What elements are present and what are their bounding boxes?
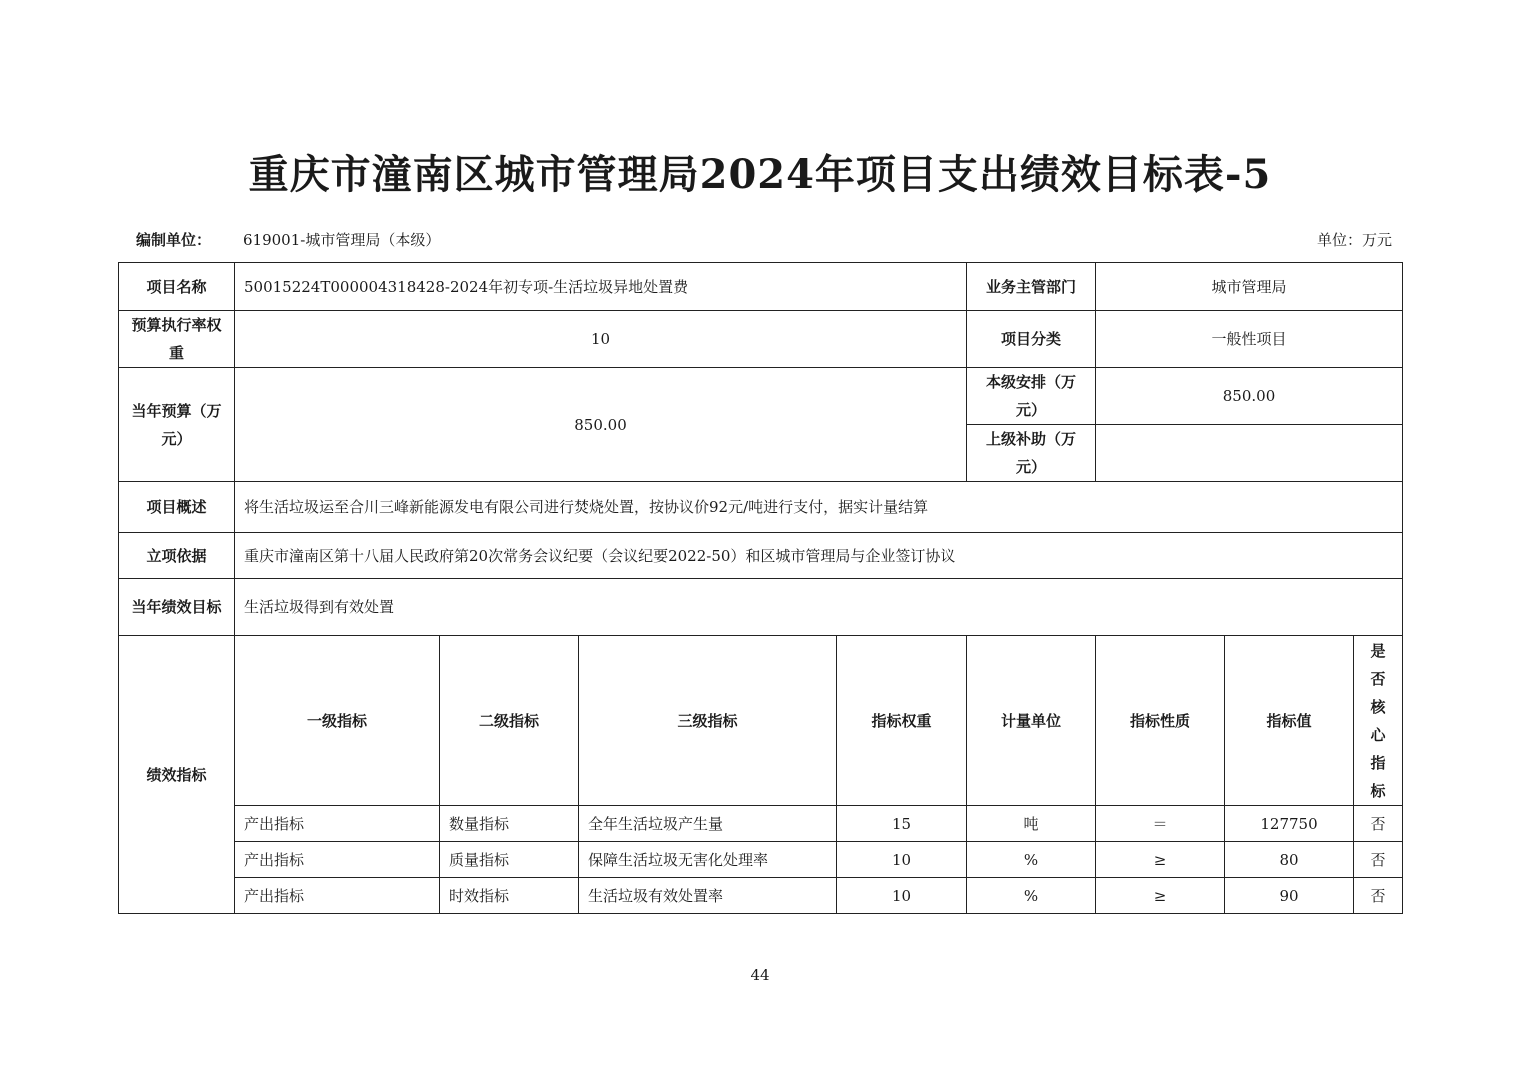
header-core-cell	[1354, 636, 1403, 806]
org-value: 619001-城市管理局（本级）	[243, 231, 441, 249]
row3-unit: %	[967, 878, 1096, 914]
row1-level2: 数量指标	[440, 806, 579, 842]
row3-core: 否	[1354, 878, 1403, 914]
row2-weight: 10	[837, 842, 967, 878]
category-value: 一般性项目	[1096, 311, 1403, 368]
basis-label: 立项依据	[119, 533, 235, 579]
indicators-label: 绩效指标	[119, 636, 235, 914]
weight-label: 预算执行率权重	[119, 311, 235, 368]
overview-label: 项目概述	[119, 482, 235, 533]
weight-value: 10	[235, 311, 967, 368]
row1-core: 否	[1354, 806, 1403, 842]
basis-value: 重庆市潼南区第十八届人民政府第20次常务会议纪要（会议纪要2022-50）和区城市管理局与企业签订协议	[235, 533, 1403, 579]
header-unit: 计量单位	[967, 636, 1096, 806]
row3-nature: ≥	[1096, 878, 1225, 914]
org-label: 编制单位：	[136, 231, 212, 249]
row1-level3: 全年生活垃圾产生量	[579, 806, 837, 842]
row-basis	[119, 533, 1403, 579]
row-project-name	[119, 263, 1403, 311]
table-row	[119, 878, 1403, 914]
row1-unit: 吨	[967, 806, 1096, 842]
row3-weight: 10	[837, 878, 967, 914]
category-label: 项目分类	[967, 311, 1096, 368]
header-level3: 三级指标	[579, 636, 837, 806]
row3-level1: 产出指标	[235, 878, 440, 914]
dept-label: 业务主管部门	[967, 263, 1096, 311]
row3-level3: 生活垃圾有效处置率	[579, 878, 837, 914]
local-label: 本级安排（万元）	[967, 368, 1096, 425]
row-overview	[119, 482, 1403, 533]
row2-unit: %	[967, 842, 1096, 878]
overview-value: 将生活垃圾运至合川三峰新能源发电有限公司进行焚烧处置，按协议价92元/吨进行支付，据实计量结算	[235, 482, 1403, 533]
header-value: 指标值	[1225, 636, 1354, 806]
table-row	[119, 806, 1403, 842]
row2-level3: 保障生活垃圾无害化处理率	[579, 842, 837, 878]
row2-nature: ≥	[1096, 842, 1225, 878]
row2-core: 否	[1354, 842, 1403, 878]
row2-value: 80	[1225, 842, 1354, 878]
table-row	[119, 842, 1403, 878]
page-title: 重庆市潼南区城市管理局2024年项目支出绩效目标表-5	[248, 151, 1272, 198]
project-name-value: 50015224T000004318428-2024年初专项-生活垃圾异地处置费	[235, 263, 967, 311]
row-goal	[119, 579, 1403, 636]
budget-value: 850.00	[235, 368, 967, 482]
row3-value: 90	[1225, 878, 1354, 914]
header-nature: 指标性质	[1096, 636, 1225, 806]
row3-level2: 时效指标	[440, 878, 579, 914]
row1-nature: ＝	[1096, 806, 1225, 842]
row2-level1: 产出指标	[235, 842, 440, 878]
performance-table	[118, 262, 1403, 914]
row1-weight: 15	[837, 806, 967, 842]
subsidy-value	[1096, 425, 1403, 482]
budget-label: 当年预算（万元）	[119, 368, 235, 482]
goal-value: 生活垃圾得到有效处置	[235, 579, 1403, 636]
row-weight	[119, 311, 1403, 368]
header-level2: 二级指标	[440, 636, 579, 806]
header-weight: 指标权重	[837, 636, 967, 806]
dept-value: 城市管理局	[1096, 263, 1403, 311]
header-level1: 一级指标	[235, 636, 440, 806]
subsidy-label: 上级补助（万元）	[967, 425, 1096, 482]
row2-level2: 质量指标	[440, 842, 579, 878]
project-name-label: 项目名称	[119, 263, 235, 311]
local-value: 850.00	[1096, 368, 1403, 425]
row-budget	[119, 368, 1403, 425]
row1-level1: 产出指标	[235, 806, 440, 842]
indicator-header-row	[119, 636, 1403, 806]
header-core: 是否核心指标	[1370, 641, 1386, 800]
goal-label: 当年绩效目标	[119, 579, 235, 636]
row1-value: 127750	[1225, 806, 1354, 842]
page-number: 44	[750, 966, 770, 984]
money-unit: 单位：万元	[1316, 231, 1392, 249]
